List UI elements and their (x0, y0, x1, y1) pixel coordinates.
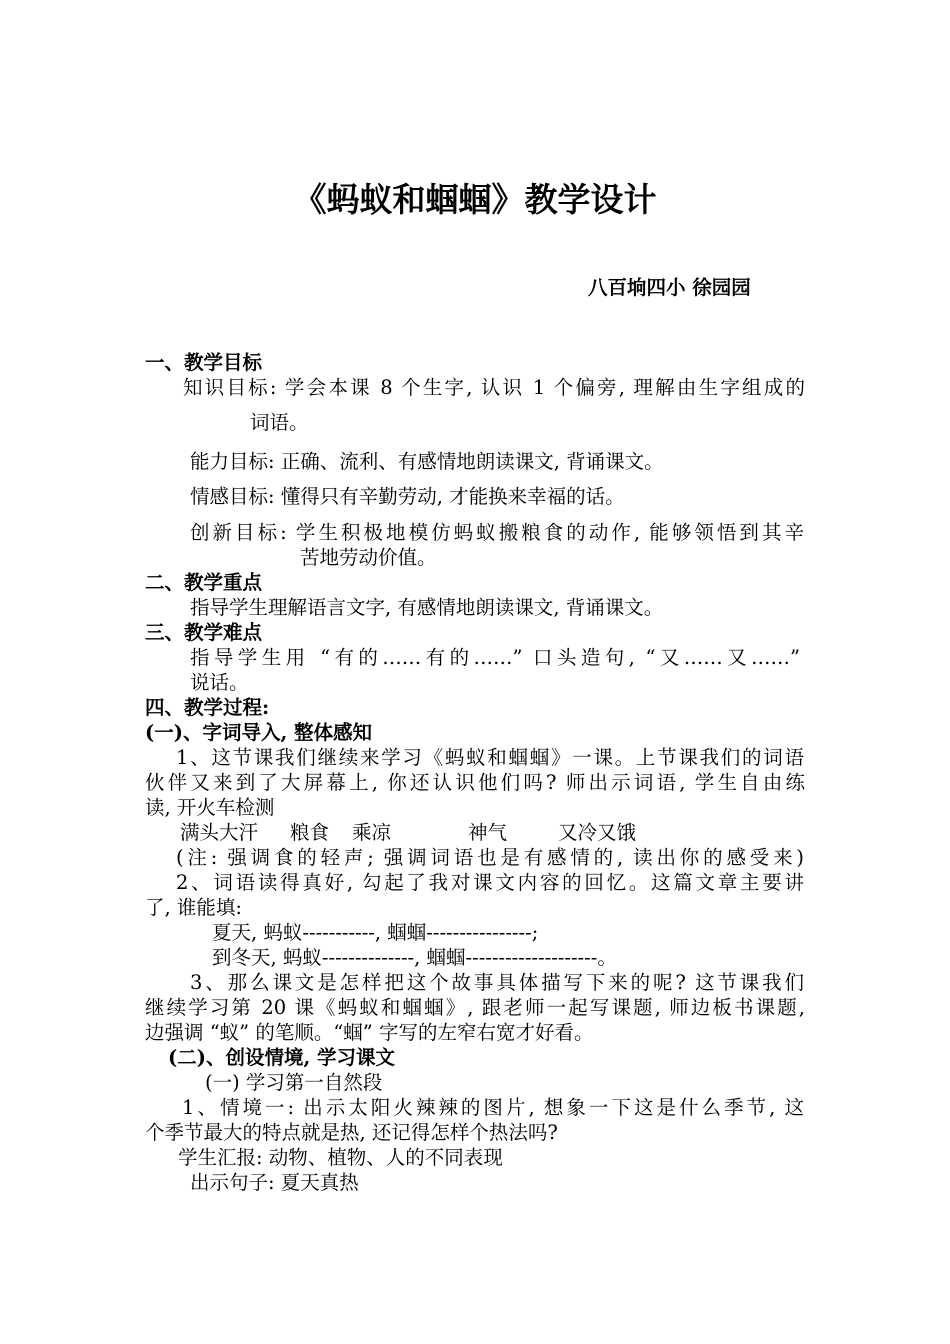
author-line: 八百垧四小 徐园园 (588, 276, 751, 299)
section-2-heading: 二、教学重点 (145, 571, 263, 594)
key-point-text: 指导学生理解语言文字, 有感情地朗读课文, 背诵课文。 (190, 596, 664, 619)
section-1-heading: 一、教学目标 (145, 351, 263, 374)
para-3-line2: 继续学习第 20 课《蚂蚁和蝈蝈》, 跟老师一起写课题, 师边板书课题, (145, 996, 805, 1019)
fill-blank-2: 到冬天, 蚂蚁--------------, 蝈蝈--------------------。 (212, 946, 617, 969)
innovation-goal-line1: 创新目标: 学生积极地模仿蚂蚁搬粮食的动作, 能够领悟到其辛 (190, 521, 804, 544)
vocab-word-3: 乘凉 (352, 821, 392, 844)
student-report-line: 学生汇报: 动物、植物、人的不同表现 (178, 1146, 503, 1169)
para-1-line3: 读, 开火车检测 (145, 796, 275, 819)
vocab-word-4: 神气 (468, 821, 508, 844)
knowledge-goal-line2: 词语。 (250, 411, 309, 434)
innovation-goal-line2: 苦地劳动价值。 (300, 546, 437, 569)
subsection-2-heading: (二)、创设情境, 学习课文 (168, 1046, 396, 1069)
ability-goal: 能力目标: 正确、流利、有感情地朗读课文, 背诵课文。 (190, 450, 664, 473)
knowledge-goal-line1: 知识目标: 学会本课 8 个生字, 认识 1 个偏旁, 理解由生字组成的 (183, 376, 805, 399)
para-2-line1: 2、词语读得真好, 勾起了我对课文内容的回忆。这篇文章主要讲 (176, 871, 804, 894)
note-line: (注: 强调食的轻声; 强调词语也是有感情的, 读出你的感受来) (176, 846, 804, 869)
subsection-2a-heading: (一) 学习第一自然段 (205, 1071, 383, 1094)
show-sentence-line: 出示句子: 夏天真热 (190, 1171, 359, 1194)
subsection-1-heading: (一)、字词导入, 整体感知 (145, 721, 373, 744)
para-4-line2: 个季节最大的特点就是热, 还记得怎样个热法吗? (145, 1121, 558, 1144)
vocab-word-5: 又冷又饿 (558, 821, 637, 844)
fill-blank-1: 夏天, 蚂蚁-----------, 蝈蝈----------------; (212, 921, 539, 944)
difficulty-line1: 指导学生用 “有的……有的……” 口头造句, “又……又……” (190, 646, 800, 669)
emotion-goal: 情感目标: 懂得只有辛勤劳动, 才能换来幸福的话。 (190, 485, 625, 508)
section-3-heading: 三、教学难点 (145, 621, 263, 644)
section-4-heading: 四、教学过程: (145, 696, 270, 719)
para-3-line3: 边强调 “蚁” 的笔顺。“蝈” 字写的左窄右宽才好看。 (145, 1021, 594, 1044)
para-3-line1: 3、那么课文是怎样把这个故事具体描写下来的呢? 这节课我们 (190, 971, 804, 994)
para-1-line1: 1、这节课我们继续来学习《蚂蚁和蝈蝈》一课。上节课我们的词语 (176, 746, 804, 769)
para-1-line2: 伙伴又来到了大屏幕上, 你还认识他们吗? 师出示词语, 学生自由练 (145, 771, 805, 794)
vocab-word-1: 满头大汗 (180, 821, 259, 844)
page-title: 《蚂蚁和蝈蝈》教学设计 (293, 180, 657, 219)
vocab-word-2: 粮食 (290, 821, 330, 844)
para-4-line1: 1、情境一: 出示太阳火辣辣的图片, 想象一下这是什么季节, 这 (182, 1096, 804, 1119)
difficulty-line2: 说话。 (190, 671, 249, 694)
para-2-line2: 了, 谁能填: (145, 896, 242, 919)
